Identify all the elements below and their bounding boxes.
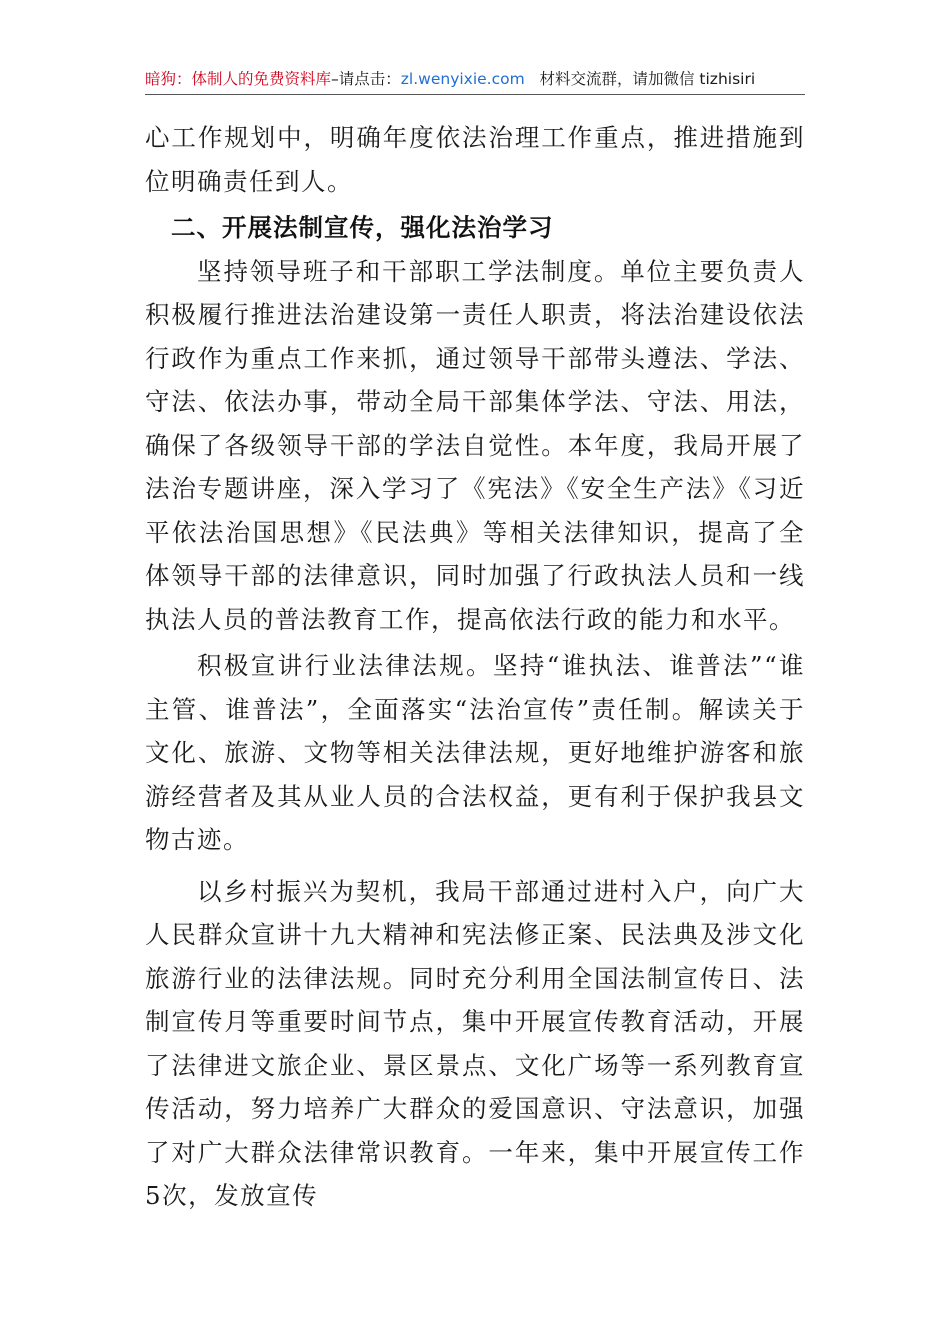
header-brand: 暗狗：体制人的免费资料库 — [145, 70, 332, 88]
paragraph-rural-revitalization: 以乡村振兴为契机，我局干部通过进村入户，向广大人民群众宣讲十九大精神和宪法修正案、民法典及涉文化旅游行业的法律法规。同时充分利用全国法制宣传日、法制宣传月等重要时间节点，集中开展宣传教育活动，开展了法律进文旅企业、景区景点、文化广场等一系列教育宣传活动，努力培养广大群众的爱国意识、守法意识，加强了对广大群众法律常识教育。一年来，集中开展宣传工作5次，发放宣传 — [145, 876, 805, 1210]
header-click-prefix: –请点击： — [331, 70, 401, 88]
paragraph-industry-law: 积极宣讲行业法律法规。坚持“谁执法、谁普法”“谁主管、谁普法”，全面落实“法治宣传”责任制。解读关于文化、旅游、文物等相关法律法规，更好地维护游客和旅游经营者及其从业人员的合法权益，更有利于保护我县文物古迹。 — [145, 651, 805, 854]
header-divider — [145, 94, 805, 95]
page-header — [145, 66, 805, 92]
header-wechat: 材料交流群，请加微信 tizhisiri — [539, 70, 756, 88]
section-heading: 二、开展法制宣传，强化法治学习 — [171, 213, 554, 242]
header-url-link[interactable]: zl.wenyixie.com — [400, 70, 525, 88]
paragraph-continuation: 心工作规划中，明确年度依法治理工作重点，推进措施到位明确责任到人。 — [145, 123, 805, 196]
document-body — [145, 116, 805, 1218]
paragraph-study-system: 坚持领导班子和干部职工学法制度。单位主要负责人积极履行推进法治建设第一责任人职责，将法治建设依法行政作为重点工作来抓，通过领导干部带头遵法、学法、守法、依法办事，带动全局干部集体学法、守法、用法，确保了各级领导干部的学法自觉性。本年度，我局开展了法治专题讲座，深入学习了《宪法》《安全生产法》《习近平依法治国思想》《民法典》等相关法律知识，提高了全体领导干部的法律意识，同时加强了行政执法人员和一线执法人员的普法教育工作，提高依法行政的能力和水平。 — [145, 256, 805, 634]
